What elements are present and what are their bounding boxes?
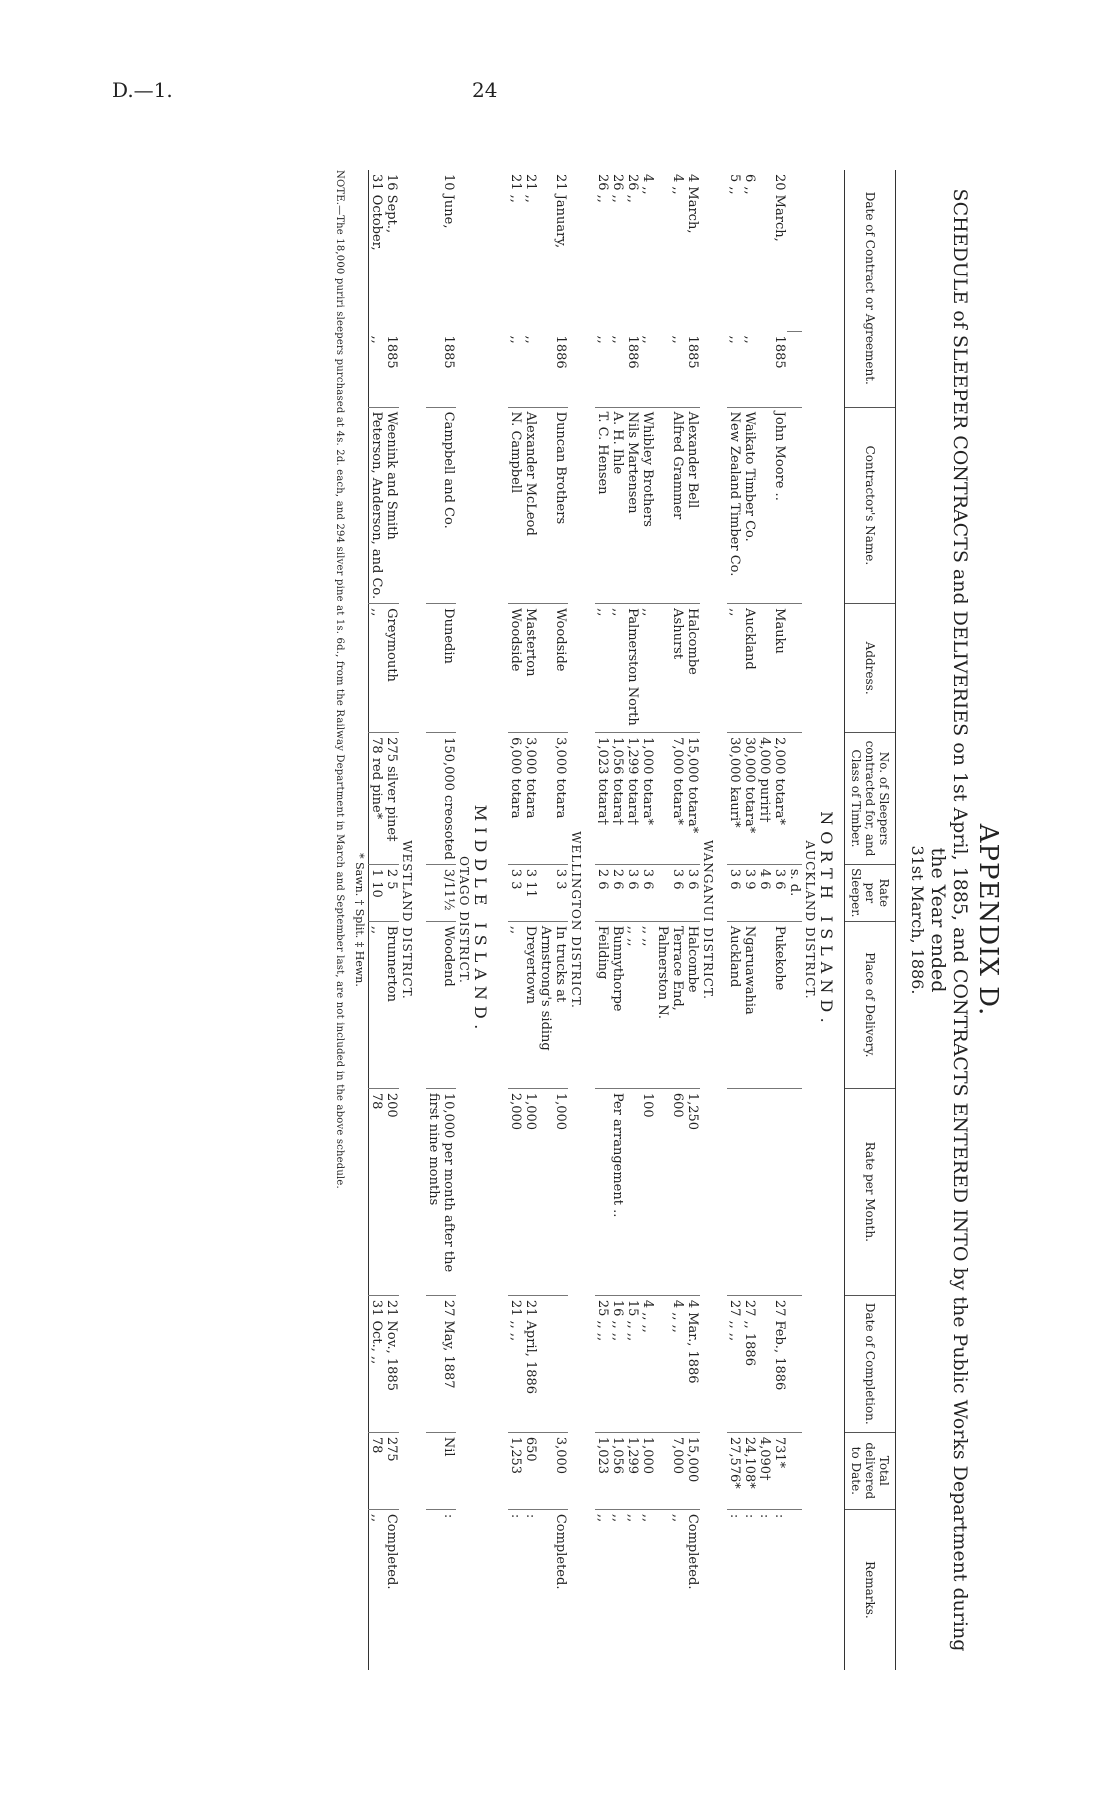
cell-year: ,, <box>595 335 610 344</box>
cell-date: 26 ,, <box>625 174 640 203</box>
cell-date: 4 ,, <box>640 174 655 195</box>
cell-address: Woodside <box>538 604 568 733</box>
cell-date: 4 March, <box>685 174 700 234</box>
cell-remarks: ,, <box>655 1509 685 1670</box>
cell-address: Greymouth <box>384 604 399 733</box>
cell-rate: 3 3 <box>508 864 523 921</box>
cell-rate: 4 6 <box>757 864 772 921</box>
cell-rate-month <box>757 1088 772 1295</box>
footnote-legend: * Sawn. † Split. ‡ Hewn. <box>353 853 366 987</box>
cell-address: Dunedin <box>426 604 456 733</box>
cell-remarks: : <box>508 1509 523 1670</box>
table-row <box>742 170 757 1670</box>
cell-year: ,, <box>508 335 523 344</box>
column-header-row <box>845 170 896 1670</box>
cell-total: 3,000 <box>538 1432 568 1509</box>
cell-place: Halcombe <box>685 921 700 1088</box>
cell-date: 21 January, <box>553 174 568 249</box>
cell-place: Feilding <box>595 921 610 1088</box>
cell-place: Dreyertown <box>523 921 538 1088</box>
cell-date: 21 ,, <box>508 174 523 203</box>
cell-total: 24,108* <box>742 1432 757 1509</box>
cell-place: ,, <box>508 921 523 1088</box>
cell-contractor <box>757 407 772 604</box>
cell-year: ,, <box>369 335 384 344</box>
table-row <box>685 170 700 1670</box>
cell-date: 31 October, <box>369 174 384 251</box>
cell-contractor: Waikato Timber Co. <box>742 407 757 604</box>
cell-date: 20 March, <box>772 174 787 242</box>
cell-sleepers: 15,000 totara* <box>685 733 700 865</box>
cell-sleepers: 7,000 totara* <box>655 733 685 865</box>
cell-place: Ngaruawahia <box>742 921 757 1088</box>
cell-completion: 4 Mar., 1886 <box>685 1295 700 1432</box>
cell-year: ,, <box>742 335 757 344</box>
cell-total: 4,090† <box>757 1432 772 1509</box>
cell-year: 1886 <box>553 335 568 369</box>
cell-address <box>757 604 772 733</box>
cell-year: ,, <box>523 335 538 344</box>
table-row <box>595 170 610 1670</box>
cell-year: 1885 <box>384 335 399 369</box>
district-heading: WESTLAND DISTRICT. <box>400 840 414 1000</box>
cell-year: ,, <box>640 335 655 344</box>
cell-rate-month <box>772 1088 787 1295</box>
col-rate-month: Rate per Month. <box>845 1088 896 1295</box>
cell-total: 650 <box>523 1432 538 1509</box>
cell-remarks: : <box>426 1509 456 1670</box>
cell-contractor: Peterson, Anderson, and Co. <box>369 407 385 604</box>
cell-sleepers: 275 silver pine‡ <box>384 733 399 865</box>
cell-rate: 2 6 <box>595 864 610 921</box>
cell-contractor: John Moore .. <box>772 407 787 604</box>
cell-address: Masterton <box>523 604 538 733</box>
cell-total: 275 <box>384 1432 399 1509</box>
district-heading: WELLINGTON DISTRICT. <box>569 831 583 1009</box>
cell-remarks: : <box>772 1509 787 1670</box>
cell-place: Terrace End, Palmerston N. <box>655 921 685 1088</box>
cell-place: ,, <box>369 921 385 1088</box>
cell-remarks: : <box>742 1509 757 1670</box>
table-row <box>655 170 685 1670</box>
cell-completion: 27 Feb., 1886 <box>772 1295 787 1432</box>
col-remarks: Remarks. <box>845 1509 896 1670</box>
cell-address: ,, <box>610 604 625 733</box>
cell-rate: 3 3 <box>538 864 568 921</box>
cell-sleepers: 78 red pine* <box>369 733 385 865</box>
cell-rate: 3 9 <box>742 864 757 921</box>
cell-rate-month <box>625 1088 640 1295</box>
cell-sleepers: 30,000 kauri* <box>727 733 742 865</box>
cell-year: 1885 <box>685 335 700 369</box>
cell-address: Palmerston North <box>625 604 640 733</box>
cell-completion: 16 ,, ,, <box>610 1295 625 1432</box>
cell-place: In trucks at Armstrong's siding <box>538 921 568 1088</box>
cell-remarks: Completed. <box>685 1509 700 1670</box>
cell-total: 1,253 <box>508 1432 523 1509</box>
cell-address: ,, <box>369 604 385 733</box>
island-heading: NORTH ISLAND. <box>817 811 836 1029</box>
col-sleepers: No. of Sleepers contracted for, and Class of Timber. <box>845 733 896 865</box>
table-row <box>610 170 625 1670</box>
cell-contractor: Duncan Brothers <box>538 407 568 604</box>
cell-sleepers: 1,023 totara† <box>595 733 610 865</box>
cell-total: 15,000 <box>685 1432 700 1509</box>
cell-rate: 3/11½ <box>426 864 456 921</box>
cell-sleepers: 1,000 totara* <box>640 733 655 865</box>
cell-date: 21 ,, <box>523 174 538 203</box>
cell-completion: 25 ,, ,, <box>595 1295 610 1432</box>
cell-completion: 31 Oct., ,, <box>369 1295 385 1432</box>
cell-rate-month: 1,000 <box>538 1088 568 1295</box>
cell-rate-month <box>742 1088 757 1295</box>
rate-unit-label: s. d. <box>787 864 802 921</box>
cell-address: Ashurst <box>655 604 685 733</box>
rotated-page-content <box>143 170 1003 1670</box>
col-total: Total delivered to Date. <box>845 1432 896 1509</box>
table-row <box>640 170 655 1670</box>
cell-remarks: : <box>523 1509 538 1670</box>
cell-rate-month <box>727 1088 742 1295</box>
table-row <box>384 170 399 1670</box>
cell-date: 4 ,, <box>670 174 685 195</box>
schedule-table <box>368 170 896 1670</box>
cell-rate-month: 1,250 <box>685 1088 700 1295</box>
cell-rate: 3 6 <box>772 864 787 921</box>
cell-remarks: : <box>727 1509 742 1670</box>
cell-contractor: N. Campbell <box>508 407 523 604</box>
document-reference: D.—1. <box>112 78 173 102</box>
schedule-body <box>369 170 845 1670</box>
cell-date: 16 Sept., <box>384 174 399 234</box>
cell-remarks: : <box>757 1509 772 1670</box>
cell-completion: 27 ,, ,, <box>727 1295 742 1432</box>
cell-completion: 4 ,, ,, <box>640 1295 655 1432</box>
cell-rate: 2 5 <box>384 864 399 921</box>
cell-remarks: ,, <box>640 1509 655 1670</box>
district-heading: AUCKLAND DISTRICT. <box>803 840 817 1000</box>
cell-contractor: Campbell and Co. <box>426 407 456 604</box>
cell-year: 1886 <box>625 335 640 369</box>
cell-rate-month: Per arrangement .. <box>610 1088 625 1295</box>
cell-place: Auckland <box>727 921 742 1088</box>
cell-place: Woodend <box>426 921 456 1088</box>
col-place: Place of Delivery. <box>845 921 896 1088</box>
district-heading: WANGANUI DISTRICT. <box>701 840 715 1000</box>
cell-date <box>757 170 772 332</box>
cell-address: Woodside <box>508 604 523 733</box>
cell-completion: 27 May, 1887 <box>426 1295 456 1432</box>
cell-sleepers: 3,000 totara <box>523 733 538 865</box>
appendix-title: APPENDIX D. <box>973 823 1003 1017</box>
table-row <box>757 170 772 1670</box>
cell-completion: 4 ,, ,, <box>655 1295 685 1432</box>
cell-sleepers: 3,000 totara <box>538 733 568 865</box>
cell-completion: 21 ,, ,, <box>508 1295 523 1432</box>
cell-remarks: ,, <box>595 1509 610 1670</box>
cell-total: 1,299 <box>625 1432 640 1509</box>
cell-completion: 21 Nov., 1885 <box>384 1295 399 1432</box>
cell-sleepers: 30,000 totara* <box>742 733 757 865</box>
cell-year: 1885 <box>441 335 456 369</box>
cell-contractor: T. C. Hensen <box>595 407 610 604</box>
cell-address: ,, <box>727 604 742 733</box>
cell-place: Brunnerton <box>384 921 399 1088</box>
cell-rate: 3 6 <box>655 864 685 921</box>
cell-year <box>757 332 772 408</box>
cell-sleepers: 4,000 puriri† <box>757 733 772 865</box>
cell-date: 5 ,, <box>727 174 742 195</box>
cell-address: Mauku <box>772 604 787 733</box>
cell-address: ,, <box>640 604 655 733</box>
cell-rate-month: 1,000 <box>523 1088 538 1295</box>
table-row <box>523 170 538 1670</box>
cell-total: 731* <box>772 1432 787 1509</box>
cell-date: 26 ,, <box>595 174 610 203</box>
cell-sleepers: 1,299 totara† <box>625 733 640 865</box>
cell-rate-month: 78 <box>369 1088 385 1295</box>
cell-remarks: Completed. <box>538 1509 568 1670</box>
cell-contractor: A. H. Ihle <box>610 407 625 604</box>
table-row <box>369 170 385 1670</box>
cell-rate-month: 10,000 per month after the first nine months <box>426 1088 456 1295</box>
table-row <box>508 170 523 1670</box>
cell-sleepers: 6,000 totara <box>508 733 523 865</box>
cell-year: 1885 <box>772 335 787 369</box>
cell-contractor: Weenink and Smith <box>384 407 399 604</box>
cell-year: ,, <box>670 335 685 344</box>
cell-total: 27,576* <box>727 1432 742 1509</box>
cell-contractor: Alfred Grammer <box>655 407 685 604</box>
cell-rate: 1 10 <box>369 864 385 921</box>
cell-rate-month: 200 <box>384 1088 399 1295</box>
schedule-title: SCHEDULE of SLEEPER CONTRACTS and DELIVERIES on 1st April, 1885, and CONTRACTS ENTERED INTO by the Public Works Department during the Year ended <box>927 188 971 1652</box>
cell-rate: 2 6 <box>610 864 625 921</box>
cell-rate: 3 11 <box>523 864 538 921</box>
district-heading: OTAGO DISTRICT. <box>457 856 471 984</box>
cell-remarks: ,, <box>625 1509 640 1670</box>
cell-completion <box>757 1295 772 1432</box>
cell-place <box>757 921 772 1088</box>
cell-rate: 3 6 <box>625 864 640 921</box>
col-date: Date of Contract or Agreement. <box>845 170 896 407</box>
cell-completion: 27 ,, 1886 <box>742 1295 757 1432</box>
cell-sleepers: 150,000 creosoted <box>426 733 456 865</box>
cell-address: Halcombe <box>685 604 700 733</box>
cell-rate-month: 600 <box>655 1088 685 1295</box>
cell-year: ,, <box>610 335 625 344</box>
island-heading: MIDDLE ISLAND. <box>471 804 490 1036</box>
cell-contractor: Alexander Bell <box>685 407 700 604</box>
col-completion: Date of Completion. <box>845 1295 896 1432</box>
table-row <box>727 170 742 1670</box>
cell-remarks: ,, <box>369 1509 385 1670</box>
cell-date: 26 ,, <box>610 174 625 203</box>
cell-total: 1,023 <box>595 1432 610 1509</box>
cell-total: 7,000 <box>655 1432 685 1509</box>
cell-place: ,, ,, <box>625 921 640 1088</box>
schedule-title-date: 31st March, 1886. <box>908 845 927 995</box>
cell-rate-month: 100 <box>640 1088 655 1295</box>
cell-contractor: New Zealand Timber Co. <box>727 407 742 604</box>
cell-contractor: Whibley Brothers <box>640 407 655 604</box>
col-address: Address. <box>845 604 896 733</box>
cell-completion <box>538 1295 568 1432</box>
cell-place: ,, ,, <box>640 921 655 1088</box>
cell-rate: 3 6 <box>727 864 742 921</box>
col-contractor: Contractor's Name. <box>845 407 896 604</box>
col-rate: Rate per Sleeper. <box>845 864 896 921</box>
cell-address: Auckland <box>742 604 757 733</box>
cell-rate-month <box>595 1088 610 1295</box>
cell-total: Nil <box>426 1432 456 1509</box>
page-number: 24 <box>472 78 498 102</box>
cell-year: ,, <box>727 335 742 344</box>
cell-date: 6 ,, <box>742 174 757 195</box>
cell-place: Pukekohe <box>772 921 787 1088</box>
table-row <box>538 170 568 1670</box>
table-row <box>426 170 456 1670</box>
cell-remarks: Completed. <box>384 1509 399 1670</box>
cell-date: 10 June, <box>441 174 456 229</box>
cell-address: ,, <box>595 604 610 733</box>
cell-rate-month: 2,000 <box>508 1088 523 1295</box>
cell-completion: 21 April, 1886 <box>523 1295 538 1432</box>
schedule-note: NOTE.—The 18,000 puriri sleepers purchased at 4s. 2d. each, and 294 silver pine at 1s. 6d., from the Railway Department in March and September last, are not included in the above schedule. <box>334 170 345 1189</box>
cell-total: 78 <box>369 1432 385 1509</box>
cell-place: Bunnythorpe <box>610 921 625 1088</box>
cell-total: 1,056 <box>610 1432 625 1509</box>
cell-rate: 3 6 <box>640 864 655 921</box>
table-row <box>625 170 640 1670</box>
cell-total: 1,000 <box>640 1432 655 1509</box>
cell-contractor: Alexander McLeod <box>523 407 538 604</box>
cell-sleepers: 1,056 totara† <box>610 733 625 865</box>
table-row <box>772 170 787 1670</box>
cell-remarks: ,, <box>610 1509 625 1670</box>
cell-rate: 3 6 <box>685 864 700 921</box>
cell-sleepers: 2,000 totara* <box>772 733 787 865</box>
cell-completion: 15 ,, ,, <box>625 1295 640 1432</box>
cell-contractor: Nils Martensen <box>625 407 640 604</box>
